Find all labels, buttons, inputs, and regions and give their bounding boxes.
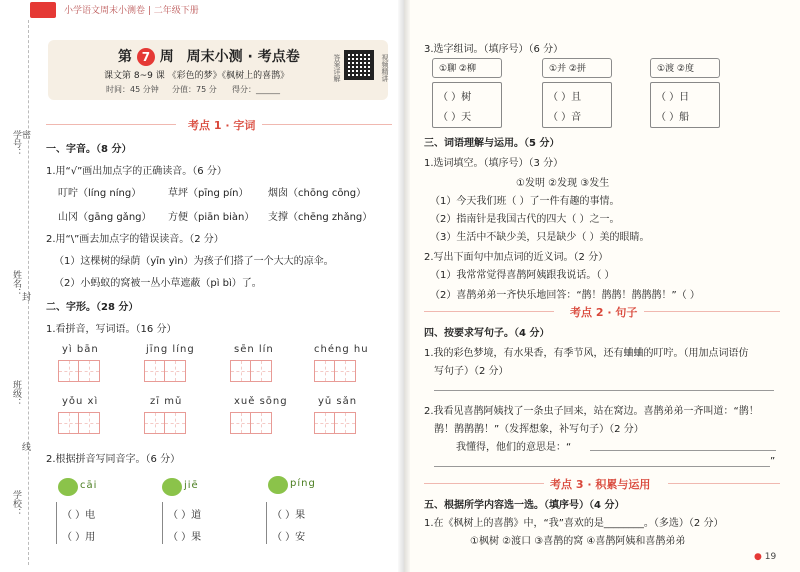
writing-grid[interactable] bbox=[314, 412, 356, 434]
week-prefix: 第 bbox=[118, 49, 132, 65]
qr-code[interactable] bbox=[344, 50, 374, 80]
tongyin-item[interactable]: （ ）果 bbox=[168, 532, 202, 543]
page-bullet-icon: ● bbox=[754, 552, 762, 562]
kd2-title: 考点 2 · 句子 bbox=[570, 306, 638, 319]
q9-end: ” bbox=[770, 456, 776, 467]
group-item[interactable]: （ ）且 bbox=[548, 92, 582, 103]
q3-text: 1.看拼音，写词语。（16 分） bbox=[46, 324, 177, 335]
q1-item[interactable]: 方便（piān biàn） bbox=[168, 212, 255, 223]
pinyin-label: sēn lín bbox=[234, 344, 274, 355]
name-label: 姓名： bbox=[11, 270, 21, 297]
tongyin-item[interactable]: （ ）电 bbox=[62, 510, 96, 521]
q1-item[interactable]: 叮咛（líng níng） bbox=[58, 188, 142, 199]
q6-row[interactable]: （2）指南针是我国古代的四大（ ）之一。 bbox=[430, 214, 620, 225]
tongyin-pinyin: jiē bbox=[184, 480, 199, 491]
divider-right bbox=[262, 124, 392, 125]
time-limit: 时间：45 分钟 bbox=[106, 85, 159, 94]
q4-text: 2.根据拼音写同音字。（6 分） bbox=[46, 454, 181, 465]
answer-line[interactable] bbox=[434, 466, 770, 467]
pinyin-label: jīng líng bbox=[146, 344, 195, 355]
page-number-text: 19 bbox=[764, 552, 777, 562]
group-item[interactable]: （ ）树 bbox=[438, 92, 472, 103]
leaf-icon bbox=[268, 476, 288, 494]
q1-item[interactable]: 支撑（chēng zhǎng） bbox=[268, 212, 373, 223]
divider-right bbox=[644, 311, 780, 312]
page-number bbox=[754, 552, 776, 562]
tongyin-item[interactable]: （ ）用 bbox=[62, 532, 96, 543]
q1-item[interactable]: 烟囱（chōng cōng） bbox=[268, 188, 367, 199]
kd1-title: 考点 1 · 字词 bbox=[188, 119, 256, 132]
answer-line[interactable] bbox=[434, 390, 774, 391]
score-got: 得分：______ bbox=[232, 85, 280, 94]
tongyin-item[interactable]: （ ）道 bbox=[168, 510, 202, 521]
feng-label: 封 bbox=[22, 293, 32, 303]
q6-text: 1.选词填空。（填序号）（3 分） bbox=[424, 158, 564, 169]
q7-row[interactable]: （2）喜鹊弟弟一齐快乐地回答：“鹊！鹊鹊！鹊鹊鹊！”（ ） bbox=[430, 290, 700, 301]
pinyin-label: yǔ sǎn bbox=[318, 396, 358, 407]
pinyin-label: xuě sōng bbox=[234, 396, 288, 407]
week-title bbox=[118, 46, 300, 66]
header-tag bbox=[30, 2, 56, 18]
week-number-badge: 7 bbox=[137, 48, 155, 66]
q10-options[interactable]: ①枫树 ②渡口 ③喜鹊的窝 ④喜鹊阿姨和喜鹊弟弟 bbox=[470, 536, 686, 547]
group-item[interactable]: （ ）天 bbox=[438, 112, 472, 123]
q9-line2: 鹊！鹊鹊鹊！”（发挥想象，补写句子）（2 分） bbox=[434, 424, 644, 435]
tongyin-pinyin: cāi bbox=[80, 480, 98, 491]
q2-row[interactable]: （2）小蚂蚁的窝被一丛小草遮蔽（pì bì）了。 bbox=[54, 278, 262, 289]
q2-row[interactable]: （1）这棵树的绿荫（yīn yìn）为孩子们搭了一个大大的凉伞。 bbox=[54, 256, 334, 267]
option-box: ①聊 ②柳 bbox=[432, 58, 502, 78]
brace bbox=[162, 502, 163, 544]
writing-grid[interactable] bbox=[230, 360, 272, 382]
word-choices: ①发明 ②发现 ③发生 bbox=[516, 178, 610, 189]
q1-item[interactable]: 山冈（gāng gǎng） bbox=[58, 212, 152, 223]
writing-grid[interactable] bbox=[58, 360, 100, 382]
divider-left bbox=[424, 483, 544, 484]
q10-text: 1.在《枫树上的喜鹊》中，“我”喜欢的是________。（多选）（2 分） bbox=[424, 518, 724, 529]
q2-text: 2.用“\”画去加点字的错误读音。（2 分） bbox=[46, 234, 224, 245]
tongyin-item[interactable]: （ ）安 bbox=[272, 532, 306, 543]
q1-item[interactable]: 草坪（pīng pín） bbox=[168, 188, 249, 199]
pinyin-label: yì bān bbox=[62, 344, 99, 355]
number-label: 学号： bbox=[11, 130, 21, 157]
writing-grid[interactable] bbox=[144, 412, 186, 434]
writing-grid[interactable] bbox=[144, 360, 186, 382]
section2-title: 二、字形。（28 分） bbox=[46, 302, 139, 313]
section4-title: 四、按要求写句子。（4 分） bbox=[424, 328, 550, 339]
section3-title: 三、词语理解与运用。（5 分） bbox=[424, 138, 560, 149]
week-suffix: 周 bbox=[159, 49, 174, 65]
q1-text: 1.用“√”画出加点字的正确读音。（6 分） bbox=[46, 166, 227, 177]
right-page bbox=[404, 0, 800, 572]
pinyin-label: zī mǔ bbox=[150, 396, 183, 407]
q6-row[interactable]: （3）生活中不缺少美，只是缺少（ ）美的眼睛。 bbox=[430, 232, 650, 243]
qr-right-label: 视频精讲 bbox=[381, 54, 389, 82]
pinyin-label: chéng hu bbox=[314, 344, 369, 355]
lesson-subtitle: 课文第 8~9 课 《彩色的梦》《枫树上的喜鹊》 bbox=[104, 71, 290, 81]
q5-text: 3.选字组词。（填序号）（6 分） bbox=[424, 44, 564, 55]
school-label: 学校： bbox=[11, 490, 21, 517]
option-box: ①并 ②拼 bbox=[542, 58, 612, 78]
writing-grid[interactable] bbox=[230, 412, 272, 434]
total-score: 分值：75 分 bbox=[172, 85, 217, 94]
tongyin-pinyin: píng bbox=[290, 478, 316, 489]
divider-right bbox=[668, 483, 780, 484]
section5-title: 五、根据所学内容选一选。（填序号）（4 分） bbox=[424, 500, 625, 511]
leaf-icon bbox=[58, 478, 78, 496]
section1-title: 一、字音。（8 分） bbox=[46, 144, 132, 155]
q7-row[interactable]: （1）我常常觉得喜鹊阿姨跟我说话。（ ） bbox=[430, 270, 615, 281]
q6-row[interactable]: （1）今天我们班（ ）了一件有趣的事情。 bbox=[430, 196, 620, 207]
qr-left-label: 答案详解 bbox=[333, 54, 341, 82]
writing-grid[interactable] bbox=[314, 360, 356, 382]
book-gutter bbox=[398, 0, 410, 572]
q8-line2: 写句子）（2 分） bbox=[434, 366, 509, 377]
q9-line1: 2.我看见喜鹊阿姨找了一条虫子回来，站在窝边。喜鹊弟弟一齐叫道：“鹊！ bbox=[424, 406, 759, 417]
group-item[interactable]: （ ）音 bbox=[548, 112, 582, 123]
brace bbox=[266, 502, 267, 544]
test-title: 周末小测 · 考点卷 bbox=[186, 49, 300, 65]
option-box: ①渡 ②度 bbox=[650, 58, 720, 78]
writing-grid[interactable] bbox=[58, 412, 100, 434]
tongyin-item[interactable]: （ ）果 bbox=[272, 510, 306, 521]
answer-line[interactable] bbox=[590, 450, 776, 451]
header-text: 小学语文周末小测卷 | 二年级下册 bbox=[64, 6, 199, 16]
brace bbox=[56, 502, 57, 544]
q7-text: 2.写出下面句中加点词的近义词。（2 分） bbox=[424, 252, 609, 263]
class-label: 班级： bbox=[11, 380, 21, 407]
group-item[interactable]: （ ）日 bbox=[656, 92, 690, 103]
q8-line1: 1.我的彩色梦境，有水果香，有季节风，还有蛐蛐的叮咛。（用加点词语仿 bbox=[424, 348, 749, 359]
kd3-title: 考点 3 · 积累与运用 bbox=[550, 478, 651, 491]
leaf-icon bbox=[162, 478, 182, 496]
divider-left bbox=[424, 311, 554, 312]
q9-line3: 我懂得，他们的意思是：“ bbox=[456, 442, 572, 453]
xian-label: 线 bbox=[22, 443, 32, 453]
group-item[interactable]: （ ）船 bbox=[656, 112, 690, 123]
pinyin-label: yǒu xì bbox=[62, 396, 99, 407]
divider-left bbox=[46, 124, 176, 125]
mi-label: 密 bbox=[22, 131, 32, 141]
